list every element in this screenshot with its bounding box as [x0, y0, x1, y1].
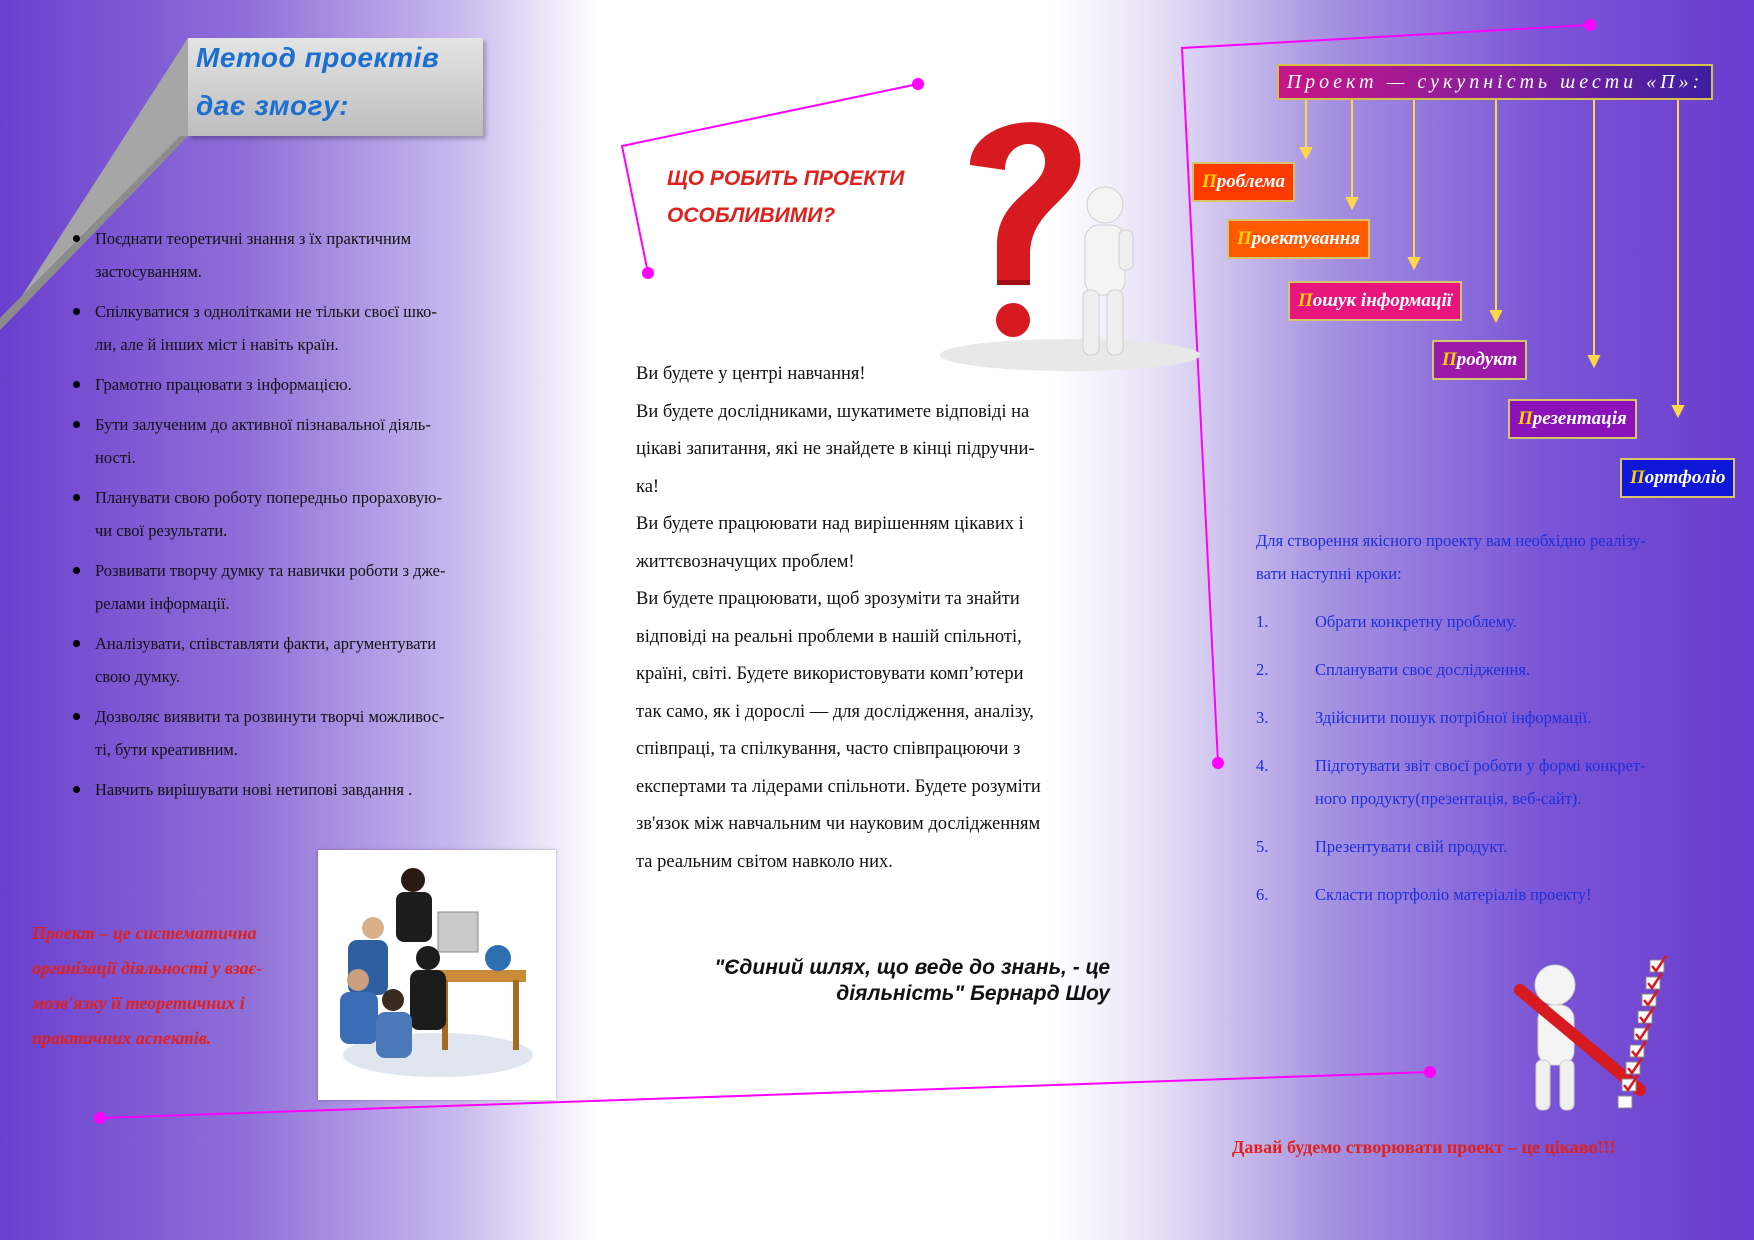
- benefit-item: Навчить вирішувати нові нетипові завдання .: [70, 773, 500, 806]
- closing-slogan: Давай будемо створювати проект – це цікаво!!!: [1232, 1137, 1616, 1157]
- page-title-line2: дає змогу:: [196, 90, 349, 121]
- benefit-item: Грамотно працювати з інформацією.: [70, 368, 500, 401]
- p-item-search: Пошук інформації: [1288, 281, 1462, 321]
- project-description: Ви будете у центрі навчання! Ви будете дослідниками, шукатимете відповіді на цікаві запитання, які не знайдете в кінці підручни- ка! Ви будете працюювати над вирішенням цікавих і життєвозначущих проблем! Ви будете працюювати, щоб зрозуміти та знайти відповіді на реальні проблеми в нашій спільноті, країні, світі. Будете використовувати комп’ютери так само, як і дорослі — для дослідження, аналізу, співпраці, та спілкування, часто співпрацюючи з експертами та лідерами спільноти. Будете розуміти зв'язок між навчальним чи науковим дослідженням та реальним світом навколо них.: [636, 364, 1041, 872]
- benefit-item: Спілкуватися з однолітками не тільки своєї шко- ли, але й інших міст і навіть країн.: [70, 295, 500, 361]
- benefit-item: Розвивати творчу думку та навички роботи з дже- релами інформації.: [70, 554, 500, 620]
- benefit-item: Поєднати теоретичні знання з їх практичним застосуванням.: [70, 222, 500, 288]
- benefit-item: Дозволяє виявити та розвинути творчі можливос- ті, бути креативним.: [70, 700, 500, 766]
- steps-list: [1256, 605, 1726, 926]
- six-p-title: Проект — сукупність шести «П»:: [1277, 64, 1713, 100]
- page-title-line1: Метод проектів: [196, 42, 440, 73]
- benefit-item: Аналізувати, співставляти факти, аргументувати свою думку.: [70, 627, 500, 693]
- p-item-design: Проектування: [1227, 219, 1370, 259]
- p-item-portfolio: Портфоліо: [1620, 458, 1735, 498]
- project-definition: Проект – це систематична організації діяльності у взає- мозв'язку її теоретичних і практичних аспектів.: [32, 923, 263, 1048]
- steps-intro: Для створення якісного проекту вам необхідно реалізу- вати наступні кроки:: [1256, 531, 1647, 583]
- benefit-item: Бути залученим до активної пізнавальної діяль- ності.: [70, 408, 500, 474]
- checklist-figure: [1500, 955, 1680, 1125]
- question-mark-figure: [935, 105, 1205, 375]
- benefits-list: [70, 222, 500, 813]
- step-item: 3. Здійснити пошук потрібної інформації.: [1256, 708, 1592, 727]
- question-title: ЩО РОБИТЬ ПРОЕКТИ ОСОБЛИВИМИ?: [667, 167, 905, 227]
- step-item: 5. Презентувати свій продукт.: [1256, 837, 1508, 856]
- students-photo: [318, 850, 556, 1100]
- step-item: 1. Обрати конкретну проблему.: [1256, 612, 1517, 631]
- step-item: 4. Підготувати звіт своєї роботи у формі конкрет- ного продукту(презентація, веб-сайт).: [1256, 756, 1646, 808]
- shaw-quote: "Єдиний шлях, що веде до знань, - це діяльність" Бернард Шоу: [714, 956, 1110, 1005]
- step-item: 2. Спланувати своє дослідження.: [1256, 660, 1531, 679]
- p-item-problem: Проблема: [1192, 162, 1295, 202]
- p-item-product: Продукт: [1432, 340, 1527, 380]
- students-illustration: [318, 850, 556, 1100]
- benefit-item: Планувати свою роботу попередньо прораховую- чи свої результати.: [70, 481, 500, 547]
- p-item-presentation: Презентація: [1508, 399, 1637, 439]
- step-item: 6. Скласти портфоліо матеріалів проекту!: [1256, 885, 1592, 904]
